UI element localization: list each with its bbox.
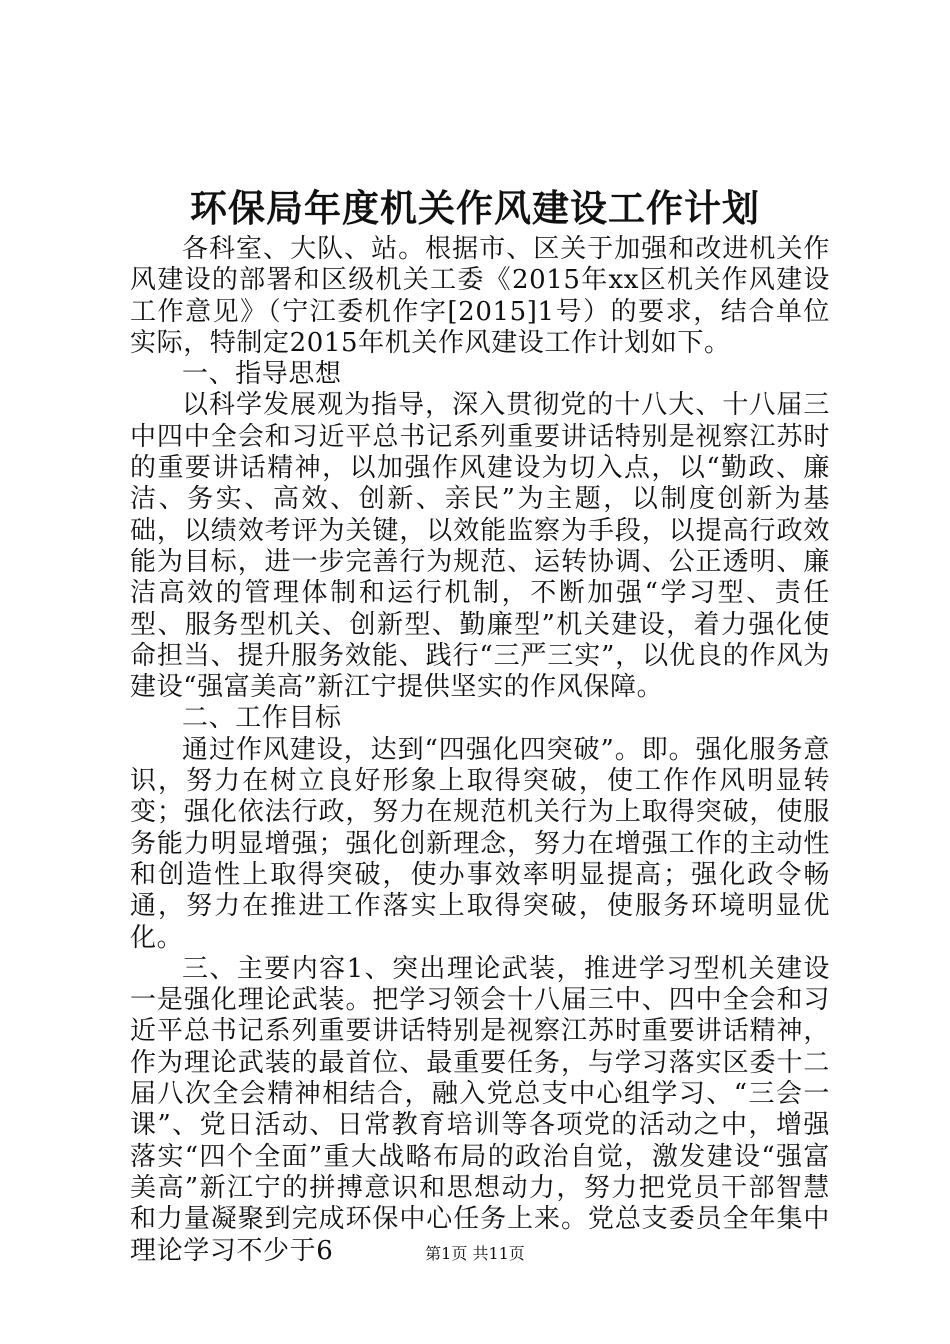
- section-heading-work-goals: 二、工作目标: [182, 703, 342, 734]
- page-number-footer: 第1页 共11页: [425, 1244, 525, 1263]
- document-body: [130, 234, 830, 1267]
- paragraph-main-content: 三、主要内容1、突出理论武装，推进学习型机关建设一是强化理论武装。把学习领会十八届三中、四中全会和习近平总书记系列重要讲话特别是视察江苏时重要讲话精神，作为理论武装的最首位、最重要任务，与学习落实区委十二届八次全会精神相结合，融入党总支中心组学习、“三会一课”、党日活动、日常教育培训等各项党的活动之中，增强落实“四个全面”重大战略布局的政治自觉，激发建设“强富美高”新江宁的拼搏意识和思想动力，努力把党员干部智慧和力量凝聚到完成环保中心任务上来。党总支委员全年集中理论学习不少于6: [130, 953, 830, 1266]
- paragraph-work-goals: 通过作风建设，达到“四强化四突破”。即。强化服务意识，努力在树立良好形象上取得突破，使工作作风明显转变；强化依法行政，努力在规范机关行为上取得突破，使服务能力明显增强；强化创新理念，努力在增强工作的主动性和创造性上取得突破，使办事效率明显提高；强化政令畅通，努力在推进工作落实上取得突破，使服务环境明显优化。: [130, 734, 830, 953]
- paragraph-intro: 各科室、大队、站。根据市、区关于加强和改进机关作风建设的部署和区级机关工委《2015年xx区机关作风建设工作意见》（宁江委机作字[2015]1号）的要求，结合单位实际，特制定2015年机关作风建设工作计划如下。: [130, 234, 830, 358]
- document-title: 环保局年度机关作风建设工作计划: [190, 186, 760, 230]
- section-heading-guiding-ideology: 一、指导思想: [182, 359, 342, 390]
- paragraph-guiding-ideology: 以科学发展观为指导，深入贯彻党的十八大、十八届三中四中全会和习近平总书记系列重要讲话特别是视察江苏时的重要讲话精神，以加强作风建设为切入点，以“勤政、廉洁、务实、高效、创新、亲民”为主题，以制度创新为基础，以绩效考评为关键，以效能监察为手段，以提高行政效能为目标，进一步完善行为规范、运转协调、公正透明、廉洁高效的管理体制和运行机制，不断加强“学习型、责任型、服务型机关、创新型、勤廉型”机关建设，着力强化使命担当、提升服务效能、践行“三严三实”，以优良的作风为建设“强富美高”新江宁提供坚实的作风保障。: [130, 390, 830, 703]
